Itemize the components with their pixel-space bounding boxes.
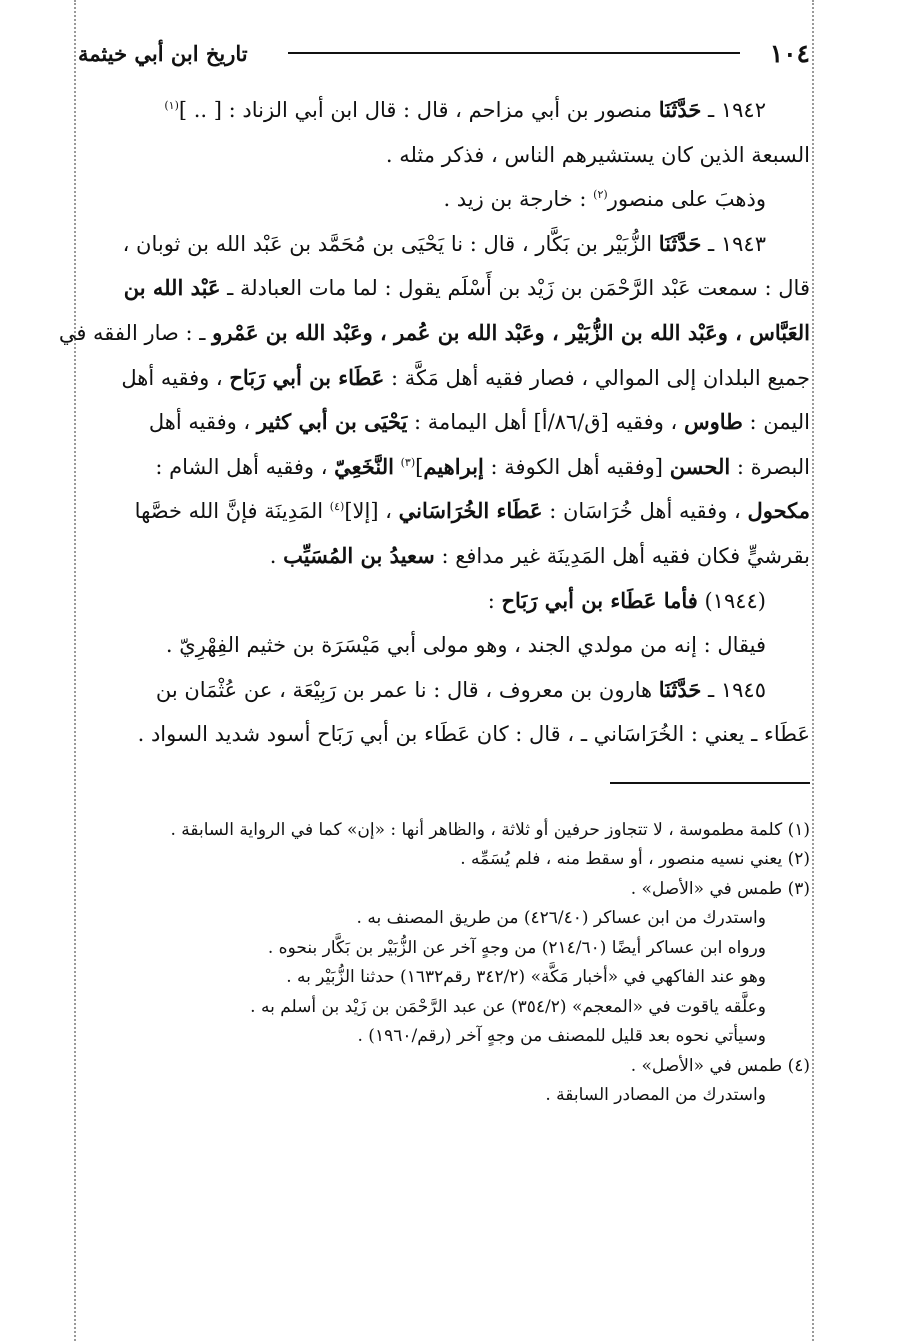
text-run: (١٩٤٤) (697, 588, 766, 613)
text-run: السبعة الذين كان يستشيرهم الناس ، فذكر مثله . (385, 142, 810, 167)
text-run: ، وفقيه أهل الشام : (155, 454, 335, 479)
page-number: ١٠٤ (769, 38, 810, 68)
bold-name: العَبَّاس ، وعَبْد الله بن الزُّبَيْر ، وعَبْد الله بن عُمر ، وعَبْد الله بن عَمْرو (212, 319, 810, 345)
footnote-item: (٣) طمس في «الأصل» . (630, 878, 810, 899)
footnote-marker: (١) (164, 99, 179, 112)
footnote-continuation: واستدرك من ابن عساكر (٤٢٦/٤٠) من طريق المصنف به . (356, 908, 766, 929)
text-line (78, 623, 810, 668)
text-line (78, 445, 810, 490)
text-run: منصور بن أبي مزاحم ، قال : قال ابن أبي الزناد : [ .. ] (178, 98, 659, 122)
text-run: قال : سمعت عَبْد الرَّحْمَن بن زَيْد بن أَسْلَم يقول : لما مات العبادلة ـ (220, 276, 810, 301)
bold-name: يَحْيَى بن أبي كثير (256, 409, 408, 435)
text-run: [وفقيه أهل الكوفة : (483, 454, 670, 479)
page-header (78, 34, 810, 72)
footnote-separator (610, 782, 810, 784)
footnotes (78, 816, 810, 1111)
bold-name: سعيدُ بن المُسَيِّب (283, 542, 435, 568)
text-run: اليمن : (742, 410, 810, 435)
footnote-continuation: ورواه ابن عساكر أيضًا (٢١٤/٦٠) من وجهٍ آخر عن الزُّبَيْر بن بَكَّار بنحوه . (267, 937, 766, 958)
footnote-item: (٤) طمس في «الأصل» . (630, 1055, 810, 1076)
text-run: . (269, 543, 284, 568)
text-run: ] (415, 454, 424, 479)
right-margin-dotted-line (812, 0, 814, 1341)
bold-name: حَدَّثَنَا (658, 676, 702, 702)
text-line (78, 356, 810, 401)
text-run: ، وفقيه أهل (121, 365, 230, 390)
text-run: جميع البلدان إلى الموالي ، فصار فقيه أهل مَكَّة : (384, 365, 810, 390)
text-line (78, 489, 810, 534)
text-run: البصرة : (730, 454, 810, 479)
text-line (78, 133, 810, 178)
text-line (58, 311, 810, 356)
text-run: فيقال : إنه من مولدي الجند ، وهو مولى أبي مَيْسَرَة بن خثيم الفِهْرِيّ . (165, 633, 766, 658)
text-line (78, 88, 810, 133)
text-run (394, 455, 401, 479)
book-page (58, 34, 810, 1111)
footnote-continuation: وعلَّقه ياقوت في «المعجم» (٣٥٤/٢) عن عبد الرَّحْمَن بن زَيْد بن أسلم به . (250, 996, 766, 1017)
text-line (78, 177, 810, 222)
bold-name: طاوس (683, 409, 743, 435)
bold-name: عَبْد الله بن (123, 275, 221, 301)
bold-name: الحسن (669, 453, 731, 479)
bold-name: مكحول (747, 498, 810, 524)
text-line (78, 668, 810, 713)
footnote-continuation: وسيأتي نحوه بعد قليل للمصنف من وجهٍ آخر (رقم/١٩٦٠) . (357, 1026, 766, 1047)
text-run: ـ : صار الفقه في (58, 320, 213, 345)
main-text (58, 88, 810, 757)
footnote-continuation: واستدرك من المصادر السابقة . (545, 1085, 766, 1106)
running-title: تاريخ ابن أبي خيثمة (78, 40, 248, 66)
text-line (78, 222, 810, 267)
bold-name: عَطَاء بن أبي رَبَاح (229, 364, 385, 390)
bold-name: عَطَاء الخُرَاسَاني (398, 498, 543, 524)
text-run: ، [إلا] (344, 499, 399, 524)
text-run: ، وفقيه أهل (148, 410, 257, 435)
text-run: ١٩٤٣ ـ (701, 231, 766, 256)
bold-name: حَدَّثَنَا (658, 97, 702, 122)
text-run: بقرشيٍّ فكان فقيه أهل المَدِينَة غير مدافع : (434, 543, 810, 568)
footnote-marker: (٣) (400, 455, 416, 469)
bold-name: النَّخَعِيّ (334, 453, 394, 479)
text-line (78, 266, 810, 311)
text-line (78, 712, 810, 757)
footnote-marker: (٢) (593, 188, 608, 202)
text-run: المَدِينَة فإنَّ الله خصَّها (134, 499, 330, 524)
header-rule (288, 52, 740, 54)
footnote-marker: (٤) (329, 500, 345, 514)
text-run: : خارجة بن زيد . (443, 187, 594, 212)
bold-name: حَدَّثَنَا (658, 230, 702, 256)
text-run: ١٩٤٥ ـ (701, 677, 766, 702)
text-line (78, 534, 810, 579)
text-run: الزُّبَيْر بن بَكَّار ، قال : نا يَحْيَى بن مُحَمَّد بن عَبْد الله بن ثوبان ، (122, 231, 659, 256)
text-run: : (487, 588, 502, 613)
text-run: ١٩٤٢ ـ (701, 98, 766, 122)
bold-name: إبراهيم (423, 453, 484, 479)
footnote-continuation: وهو عند الفاكهي في «أخبار مَكَّة» (٣٤٢/٢ رقم١٦٣٢) حدثنا الزُّبَيْر به . (286, 967, 766, 988)
text-run: عَطَاء ـ يعني : الخُرَاسَاني ـ ، قال : كان عَطَاء بن أبي رَبَاح أسود شديد السواد . (137, 722, 810, 747)
text-line (78, 400, 810, 445)
bold-name: فأما عَطَاء بن أبي رَبَاح (501, 587, 698, 613)
text-run: وذهبَ على منصور (607, 187, 766, 212)
text-run: ، وفقيه أهل خُرَاسَان : (542, 499, 748, 524)
text-run: ، وفقيه [ق/٨٦/أ] أهل اليمامة : (407, 410, 684, 435)
left-margin-dotted-line (74, 0, 76, 1341)
footnote-item: (١) كلمة مطموسة ، لا تتجاوز حرفين أو ثلاثة ، والظاهر أنها : «إن» كما في الرواية السابقة . (170, 819, 810, 840)
text-run: هارون بن معروف ، قال : نا عمر بن رَبِيْعَة ، عن عُثْمَان بن (155, 677, 659, 702)
text-line (78, 579, 810, 624)
footnote-item: (٢) يعني نسيه منصور ، أو سقط منه ، فلم يُسَمِّه . (460, 849, 810, 870)
